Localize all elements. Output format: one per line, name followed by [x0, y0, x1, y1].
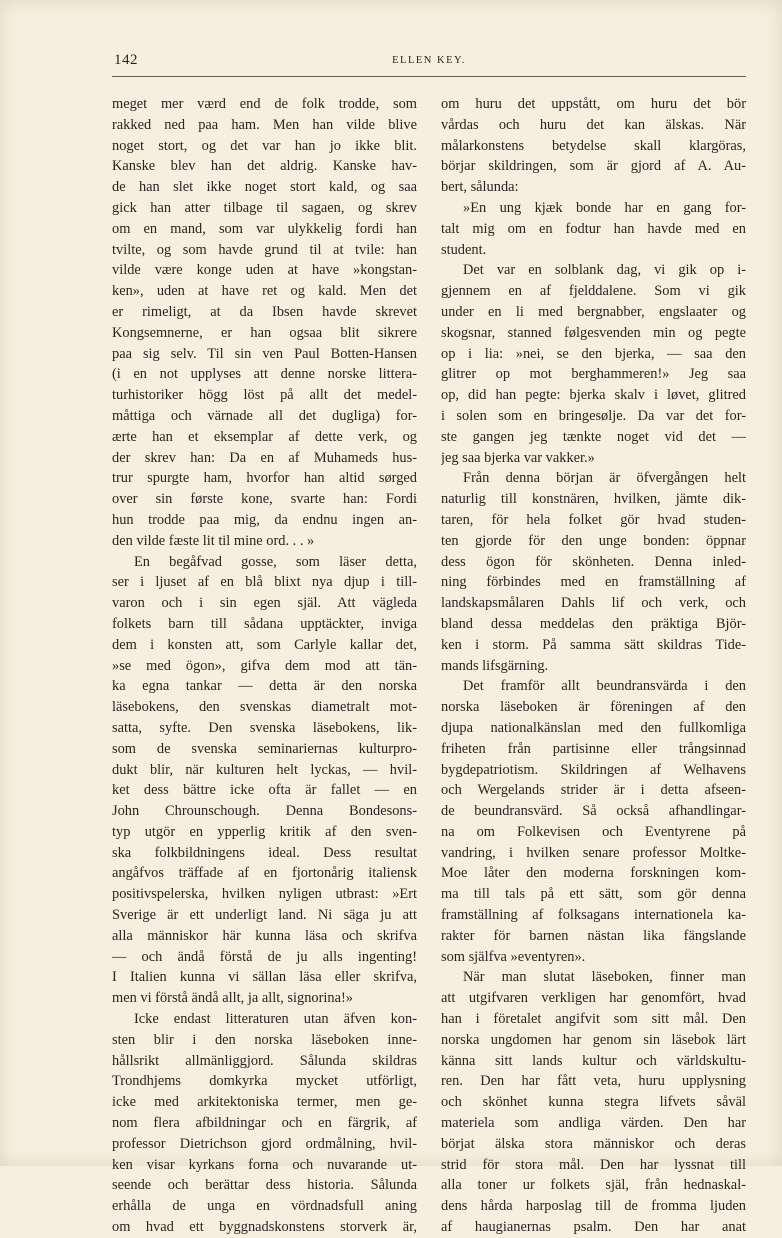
text-line: vandring, i hvilken senare professor Moltke-	[441, 844, 746, 861]
text-line: icke med arkitektoniska termer, men ge-	[112, 1094, 417, 1111]
page-header	[112, 52, 746, 77]
text-line: satta, syfte. Den svenska läsebokens, lik-	[112, 719, 417, 736]
text-line: djupa nationalkänslan med den fullkomliga	[441, 719, 746, 736]
text-line: En begåfvad gosse, som läser detta,	[134, 553, 417, 570]
text-line: som de svenska seminariernas kulturpro-	[112, 740, 417, 757]
text-line: ka egna tankar — detta är den norska	[112, 678, 417, 695]
text-line: om huru det uppstått, om huru det bör	[441, 96, 746, 112]
text-line: att utgifvaren verkligen har genomfört, hvad	[441, 990, 746, 1007]
text-line: »se med ögon», gifva dem mod att tän-	[112, 657, 417, 674]
text-line: sten blir i den norska läseboken inne-	[112, 1031, 417, 1048]
text-line: trur spurgte ham, hvorfor han altid sørged	[112, 470, 417, 487]
right-column	[441, 94, 746, 1238]
text-line: turhistoriker högg löst på allt det medel-	[112, 387, 417, 404]
text-line: framställning af folksagans internationela ka-	[441, 907, 746, 924]
text-line: ser i ljuset af en blå blixt nya djup i till-	[112, 574, 417, 591]
text-line: under en li med bergnabber, engslaater og	[441, 303, 746, 320]
text-line: folkets barn till sådana upptäckter, inviga	[112, 615, 417, 632]
text-line: landskapsmålaren Dahls lif och verk, och	[441, 595, 746, 612]
text-line: ken», uden at have ret og kald. Men det	[112, 283, 417, 300]
text-line: ken i storm. På samma sätt skildras Tide-	[441, 636, 746, 653]
text-line: glitrer op mot berghammeren!» Jeg saa	[441, 366, 746, 383]
text-line: taren, för hela folket gör hvad studen-	[441, 511, 746, 528]
text-line: Från denna början är öfvergången helt	[463, 470, 746, 487]
text-line: op, did han pegte: bjerka skalv i løvet, glitred	[441, 387, 746, 404]
text-line: John Chrounschough. Denna Bondesons-	[112, 803, 417, 820]
text-line: over sin første kone, svarte han: Fordi	[112, 491, 417, 508]
text-line: ten gjorde för den unge bonden: öppnar	[441, 532, 746, 549]
page-number: 142	[114, 52, 138, 68]
text-line: materiela som andliga värden. Den har	[441, 1115, 746, 1132]
text-line: och skönhet kunna stegra lifvets såväl	[441, 1094, 746, 1111]
text-line: op i lia: »nei, se den bjerka, — saa den	[441, 345, 746, 362]
text-line: ste gangen jeg tænkte noget vid det —	[441, 428, 746, 445]
text-line: ma till tals på ett sätt, som gör denna	[441, 886, 746, 903]
text-line: talt mig om en fodtur han havde med en	[441, 220, 746, 237]
text-line: men vi förstå ändå allt, ja allt, signorina!»	[112, 990, 353, 1007]
text-line: student.	[441, 241, 487, 258]
text-line: Kanske blev han det aldrig. Kanske hav-	[112, 158, 417, 175]
text-line: känna sitt lands kultur och världskultu-	[441, 1052, 746, 1069]
text-line: ket dess bättre icke ofta är fallet — en	[112, 782, 417, 799]
text-line: seende och berättar dess historia. Sålunda	[112, 1177, 417, 1194]
text-line: ken visar kyrkans forna och nuvarande ut-	[112, 1156, 417, 1173]
text-line: erhålla de unga en vördnadsfull aning	[112, 1198, 417, 1215]
text-line: dens hårda harposlag till de fromma ljuden	[441, 1198, 746, 1215]
text-line: gick han atter tilbage til sagaen, og skrev	[112, 199, 417, 216]
text-line: naturlig till konstnären, hvilken, jämte dik-	[441, 491, 746, 508]
text-line: hun trodde paa mig, da endnu ingen an-	[112, 511, 417, 528]
text-line: När man slutat läseboken, finner man	[463, 969, 746, 986]
text-line: positivspelerska, hvilken nyligen utbrast: »Ert	[112, 886, 417, 903]
text-line: strid för stora mål. Den har lyssnat till	[441, 1156, 746, 1173]
text-line: paa sig selv. Til sin ven Paul Botten-Hansen	[112, 345, 417, 362]
text-line: der skrev han: Da en af Muhameds hus-	[112, 449, 417, 466]
text-line: friheten från partisinne eller trångsinnad	[441, 740, 746, 757]
text-line: nom flera afbildningar och en färgrik, af	[112, 1115, 417, 1132]
text-line: Kongsemnerne, er han ogsaa blit sikrere	[112, 324, 417, 341]
text-line: alla människor här kunna läsa och skrifva	[112, 927, 417, 944]
text-line: Trondhjems domkyrka mycket utförligt,	[112, 1073, 417, 1090]
text-line: professor Dietrichson gjord ordmålning, hvil-	[112, 1135, 417, 1152]
text-line: måttiga och värnade all det dugliga) for-	[112, 407, 417, 424]
text-line: som själfva »eventyren».	[441, 948, 586, 965]
text-line: rakked ned paa ham. Men han vilde blive	[112, 116, 417, 133]
text-line: norska ungdomen har genom sin läsebok lärt	[441, 1031, 746, 1048]
text-line: norska läseboken är föreningen af den	[441, 699, 746, 716]
text-line: typ utgör en ypperlig kritik af den sven-	[112, 823, 417, 840]
text-line: om en mand, som var ulykkelig fordi han	[112, 220, 417, 237]
text-line: bygdepatriotism. Skildringen af Welhavens	[441, 761, 746, 778]
text-line: noget stort, og det var han jo ikke blit.	[112, 137, 417, 154]
text-line: och Wergelands strider är i detta afseen-	[441, 782, 746, 799]
text-line: Moe låter den moderna forskningen kom-	[441, 865, 746, 882]
text-line: gjennem en af fjelddalene. Som vi gik	[441, 283, 746, 300]
text-line: angåfvos träffade af en fjortonårig italiensk	[112, 865, 417, 882]
text-line: varon och i sin egen själ. Att vägleda	[112, 595, 417, 612]
text-line: bland dessa meddelas den präktiga Björ-	[441, 615, 746, 632]
text-line: målarkonstens betydelse skall klargöras,	[441, 137, 746, 154]
text-line: läsebokens, den svenskas diametralt mot-	[112, 699, 417, 716]
text-line: (i en not upplyses att denne norske littera-	[112, 366, 417, 383]
text-line: ærte han et eksemplar af dette verk, og	[112, 428, 417, 445]
text-line: na om Folkevisen och Eventyrene på	[441, 823, 746, 840]
text-line: börjat älska stora människor och deras	[441, 1135, 746, 1152]
text-line: Sverige är ett underligt land. Ni säga ju att	[112, 907, 417, 924]
text-line: alla toner ur folkets själ, från hednaskal-	[441, 1177, 746, 1194]
text-line: ska folkbildningens ideal. Dess resultat	[112, 844, 417, 861]
text-line: ren. Den har fått veta, huru upplysning	[441, 1073, 746, 1090]
text-line: börjar skildringen, som är gjord af A. Au-	[441, 158, 746, 175]
text-line: »En ung kjæk bonde har en gang for-	[463, 199, 746, 216]
text-line: rakter för barnen nästan lika fängslande	[441, 927, 746, 944]
text-line: han i företalet angifvit som sitt mål. Den	[441, 1011, 746, 1028]
text-line: Icke endast litteraturen utan äfven kon-	[134, 1011, 417, 1028]
text-line: af haugianernas psalm. Den har anat	[441, 1219, 746, 1236]
text-line: dukt blir, när kulturen helt lyckas, — hvil-	[112, 761, 417, 778]
text-line: er rimeligt, at da Ibsen havde skrevet	[112, 303, 417, 320]
text-columns	[112, 94, 746, 1236]
text-line: meget mer værd end de folk trodde, som	[112, 96, 417, 112]
text-line: vårdas och huru det kan älskas. När	[441, 116, 746, 133]
text-line: de han slet ikke noget stort kald, og saa	[112, 179, 417, 196]
text-line: mands lifsgärning.	[441, 657, 549, 674]
text-line: bert, sålunda:	[441, 179, 519, 196]
text-line: Det framför allt beundransvärda i den	[463, 678, 746, 695]
text-line: tvilte, og som havde grund til at tvile: han	[112, 241, 417, 258]
text-line: skogsnar, stanned følgesvenden min og pegte	[441, 324, 746, 341]
text-line: Det var en solblank dag, vi gik op i-	[463, 262, 746, 279]
text-line: den vilde fæste lit til mine ord. . . »	[112, 532, 315, 549]
text-line: I Italien kunna vi sällan läsa eller skrifva,	[112, 969, 417, 986]
text-line: de beundransvärd. Så också afhandlingar-	[441, 803, 746, 820]
text-line: om hvad ett byggnadskonstens storverk är,	[112, 1219, 417, 1236]
running-head: ELLEN KEY.	[392, 55, 466, 66]
left-column	[112, 94, 417, 1238]
text-line: dem i konsten att, som Carlyle kallar det,	[112, 636, 417, 653]
text-line: vilde være konge uden at have »kongstan-	[112, 262, 417, 279]
text-line: — och ändå förstå de ju alls ingenting!	[112, 948, 417, 965]
text-line: jeg saa bjerka var vakker.»	[441, 449, 595, 466]
text-line: dess ögon för skönheten. Denna inled-	[441, 553, 746, 570]
text-line: i solen som en bringesølje. Da var det for-	[441, 407, 746, 424]
text-line: hållsrikt allmänliggjord. Sålunda skildras	[112, 1052, 417, 1069]
text-line: ning förbindes med en framställning af	[441, 574, 746, 591]
